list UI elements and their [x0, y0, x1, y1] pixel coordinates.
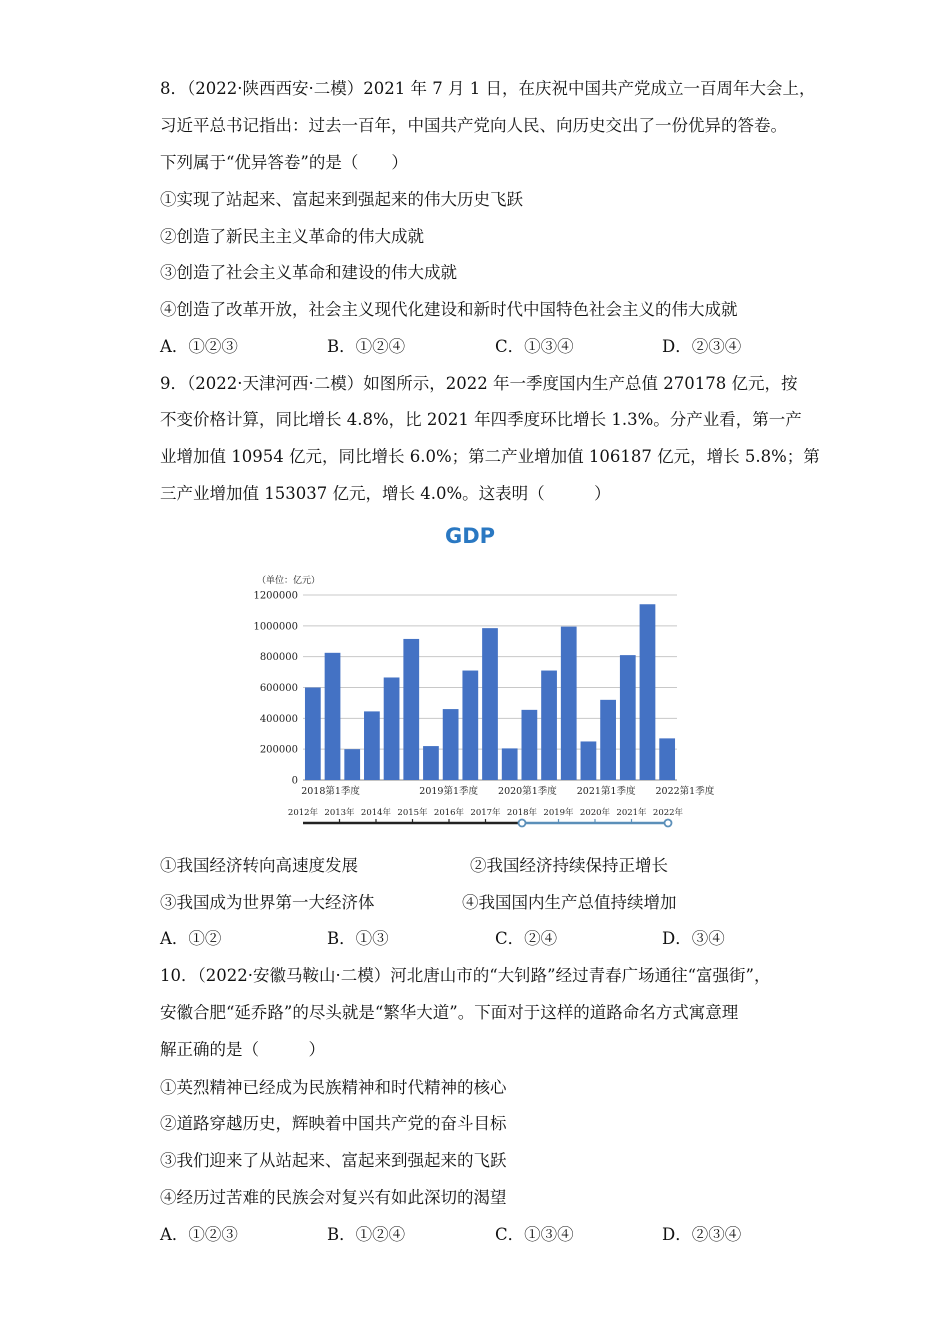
y-tick-label: 800000 [259, 652, 298, 664]
q9-statement-3: ③我国成为世界第一大经济体 [160, 893, 375, 912]
gdp-bar [620, 655, 636, 780]
q9-stem-line-2: 不变价格计算，同比增长 4.8%，比 2021 年四季度环比增长 1.3%。分产业看，第一产 [160, 410, 802, 429]
year-label: 2016年 [433, 808, 465, 818]
q9-stem-line-3: 业增加值 10954 亿元，同比增长 6.0%；第二产业增加值 106187 亿元，增长 5.8%；第 [160, 447, 820, 466]
gdp-bar [600, 700, 616, 780]
q9-option-c[interactable]: C．②④ [495, 929, 558, 948]
gdp-bar [659, 738, 675, 780]
year-label: 2018年 [506, 808, 538, 818]
q10-statement-3: ③我们迎来了从站起来、富起来到强起来的飞跃 [160, 1151, 507, 1170]
y-tick-label: 1200000 [253, 590, 298, 602]
quarter-label: 2020第1季度 [498, 786, 557, 797]
q10-option-c[interactable]: C．①③④ [495, 1225, 574, 1244]
year-label: 2017年 [470, 808, 501, 818]
q9-statement-4: ④我国国内生产总值持续增加 [462, 893, 677, 912]
gdp-bar [561, 627, 577, 780]
quarter-label: 2022第1季度 [655, 786, 715, 797]
year-label: 2022年 [652, 808, 684, 818]
q8-option-b[interactable]: B．①②④ [327, 337, 406, 356]
gdp-bar [364, 711, 380, 780]
year-label: 2014年 [360, 808, 392, 818]
year-label: 2021年 [616, 808, 647, 818]
gdp-bar [462, 671, 478, 780]
q10-statement-4: ④经历过苦难的民族会对复兴有如此深切的渴望 [160, 1188, 507, 1207]
q8-stem-line-1: 8．（2022·陕西西安·二模）2021 年 7 月 1 日，在庆祝中国共产党成立一百周年大会上， [160, 79, 816, 98]
q9-option-d[interactable]: D．③④ [662, 929, 725, 948]
gdp-bar [640, 604, 656, 780]
gdp-bar [482, 628, 498, 780]
year-label: 2015年 [397, 808, 428, 818]
gdp-bar [403, 639, 419, 780]
q10-stem-line-1: 10．（2022·安徽马鞍山·二模）河北唐山市的“大钊路”经过青春广场通往“富强街”， [160, 966, 771, 985]
y-tick-label: 600000 [259, 683, 298, 694]
q8-option-c[interactable]: C．①③④ [495, 337, 574, 356]
year-label: 2013年 [324, 808, 355, 818]
year-label: 2012年 [287, 808, 319, 818]
q8-stem-line-2: 习近平总书记指出：过去一百年，中国共产党向人民、向历史交出了一份优异的答卷。 [160, 116, 787, 135]
q10-stem-line-3: 解正确的是（ ） [160, 1040, 325, 1059]
q10-option-b[interactable]: B．①②④ [327, 1225, 406, 1244]
q10-option-d[interactable]: D．②③④ [662, 1225, 742, 1244]
q8-statement-1: ①实现了站起来、富起来到强起来的伟大历史飞跃 [160, 190, 523, 209]
gdp-bar [325, 653, 341, 780]
y-tick-label: 200000 [259, 744, 298, 756]
year-label: 2020年 [579, 808, 611, 818]
q8-statement-3: ③创造了社会主义革命和建设的伟大成就 [160, 263, 457, 282]
gdp-bar [443, 709, 459, 780]
quarter-label: 2019第1季度 [419, 786, 479, 797]
q10-statement-2: ②道路穿越历史，辉映着中国共产党的奋斗目标 [160, 1114, 507, 1133]
q8-stem-line-3: 下列属于“优异答卷”的是（ ） [160, 153, 408, 172]
unit-label: （单位：亿元） [257, 576, 321, 586]
q9-statement-2: ②我国经济持续保持正增长 [470, 856, 668, 875]
q9-statement-1: ①我国经济转向高速度发展 [160, 856, 358, 875]
gdp-bar [502, 748, 518, 780]
q9-stem-line-1: 9．（2022·天津河西·二模）如图所示，2022 年一季度国内生产总值 270178 亿元，按 [160, 374, 798, 393]
q8-option-d[interactable]: D．②③④ [662, 337, 742, 356]
timeline-marker [519, 820, 526, 827]
q10-option-a[interactable]: A．①②③ [160, 1225, 238, 1244]
q10-statement-1: ①英烈精神已经成为民族精神和时代精神的核心 [160, 1078, 507, 1097]
y-tick-label: 0 [291, 775, 298, 787]
gdp-bar [581, 741, 597, 780]
q9-option-b[interactable]: B．①③ [327, 929, 389, 948]
q10-stem-line-2: 安徽合肥“延乔路”的尽头就是“繁华大道”。下面对于这样的道路命名方式寓意理 [160, 1003, 739, 1022]
q9-option-a[interactable]: A．①② [160, 929, 222, 948]
gdp-bar [384, 677, 400, 780]
y-tick-label: 1000000 [253, 621, 298, 633]
gdp-bar [344, 749, 360, 780]
quarter-label: 2018第1季度 [301, 786, 360, 797]
timeline-marker [665, 820, 672, 827]
quarter-label: 2021第1季度 [576, 786, 636, 797]
q8-statement-2: ②创造了新民主主义革命的伟大成就 [160, 227, 424, 246]
year-label: 2019年 [543, 808, 574, 818]
q9-stem-line-4: 三产业增加值 153037 亿元，增长 4.0%。这表明（ ） [160, 484, 611, 503]
gdp-bar [541, 671, 557, 780]
chart-title: GDP [444, 524, 496, 548]
gdp-bar [423, 746, 439, 780]
gdp-bar [521, 710, 537, 780]
y-tick-label: 400000 [259, 713, 298, 725]
q8-option-a[interactable]: A．①②③ [160, 337, 238, 356]
gdp-bar [305, 688, 321, 781]
q8-statement-4: ④创造了改革开放，社会主义现代化建设和新时代中国特色社会主义的伟大成就 [160, 300, 738, 319]
